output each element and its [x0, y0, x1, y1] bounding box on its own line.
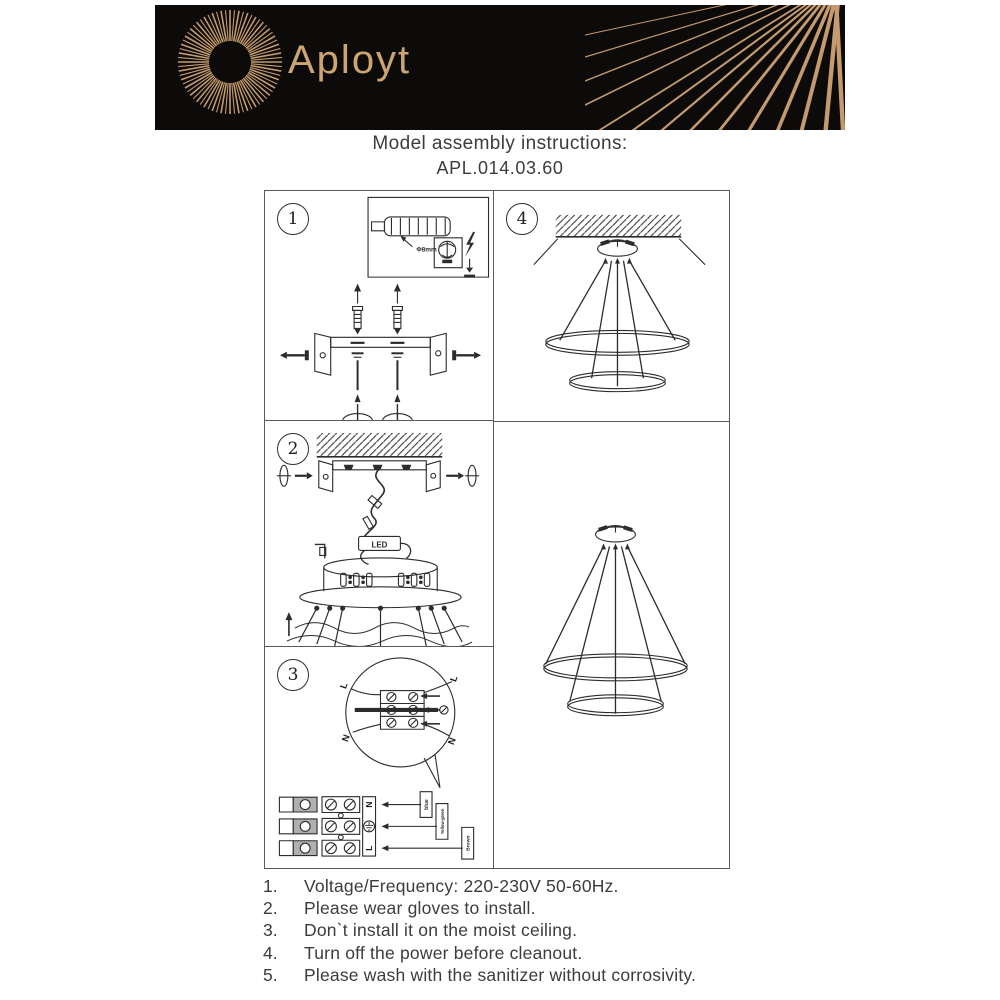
led-driver-label: LED [371, 540, 388, 550]
list-item [263, 942, 863, 964]
brand-banner [155, 5, 845, 130]
step2-number-badge: 2 [277, 433, 309, 465]
step3-number-badge: 3 [277, 659, 309, 691]
step2-panel [265, 421, 493, 647]
step1-number-badge: 1 [277, 203, 309, 235]
list-item-number: 2. [263, 898, 278, 919]
assembly-diagram-grid [264, 190, 730, 869]
wire-color-yellow-green: Yellow-green [439, 808, 445, 835]
ray-fan-decoration [585, 5, 845, 130]
wire-color-brown: Brown [466, 835, 472, 851]
grid-left-column [265, 191, 494, 868]
step4-number-badge: 4 [506, 203, 538, 235]
list-item [263, 965, 863, 987]
list-item-text: Voltage/Frequency: 220-230V 50-60Hz. [304, 875, 619, 896]
final-assembly-diagram [494, 422, 729, 868]
list-item-number: 1. [263, 875, 278, 896]
list-item-number: 4. [263, 942, 278, 963]
grid-right-column [494, 191, 729, 868]
list-item [263, 920, 863, 942]
list-item-text: Please wear gloves to install. [304, 898, 536, 919]
model-number: APL.014.03.60 [436, 158, 564, 178]
list-item-text: Don`t install it on the moist ceiling. [304, 920, 578, 941]
terminal-label-l: L [364, 845, 375, 851]
final-assembly-panel [494, 422, 729, 868]
wire-color-blue: blue [424, 799, 431, 810]
step1-panel [265, 191, 493, 421]
step3-panel [265, 647, 493, 868]
terminal-label-n: N [364, 801, 375, 808]
sunburst-logo-icon [175, 7, 285, 117]
list-item-number: 5. [263, 965, 278, 986]
list-item-text: Please wash with the sanitizer without corrosivity. [304, 965, 697, 986]
page-title: Model assembly instructions: [372, 133, 628, 154]
brand-name: Aployt [288, 38, 412, 82]
list-item [263, 897, 863, 919]
list-item [263, 875, 863, 897]
list-item-number: 3. [263, 920, 278, 941]
wire-label-l-left: L [337, 680, 350, 691]
step4-panel [494, 191, 729, 422]
list-item-text: Turn off the power before cleanout. [304, 942, 583, 963]
wire-label-n-right: N [445, 735, 458, 747]
title-block [0, 133, 1000, 179]
safety-notes-list [263, 875, 863, 987]
drill-size-note: Φ8mm [416, 246, 437, 254]
wire-label-l-right: L [447, 673, 460, 684]
wire-label-n-left: N [339, 732, 352, 744]
